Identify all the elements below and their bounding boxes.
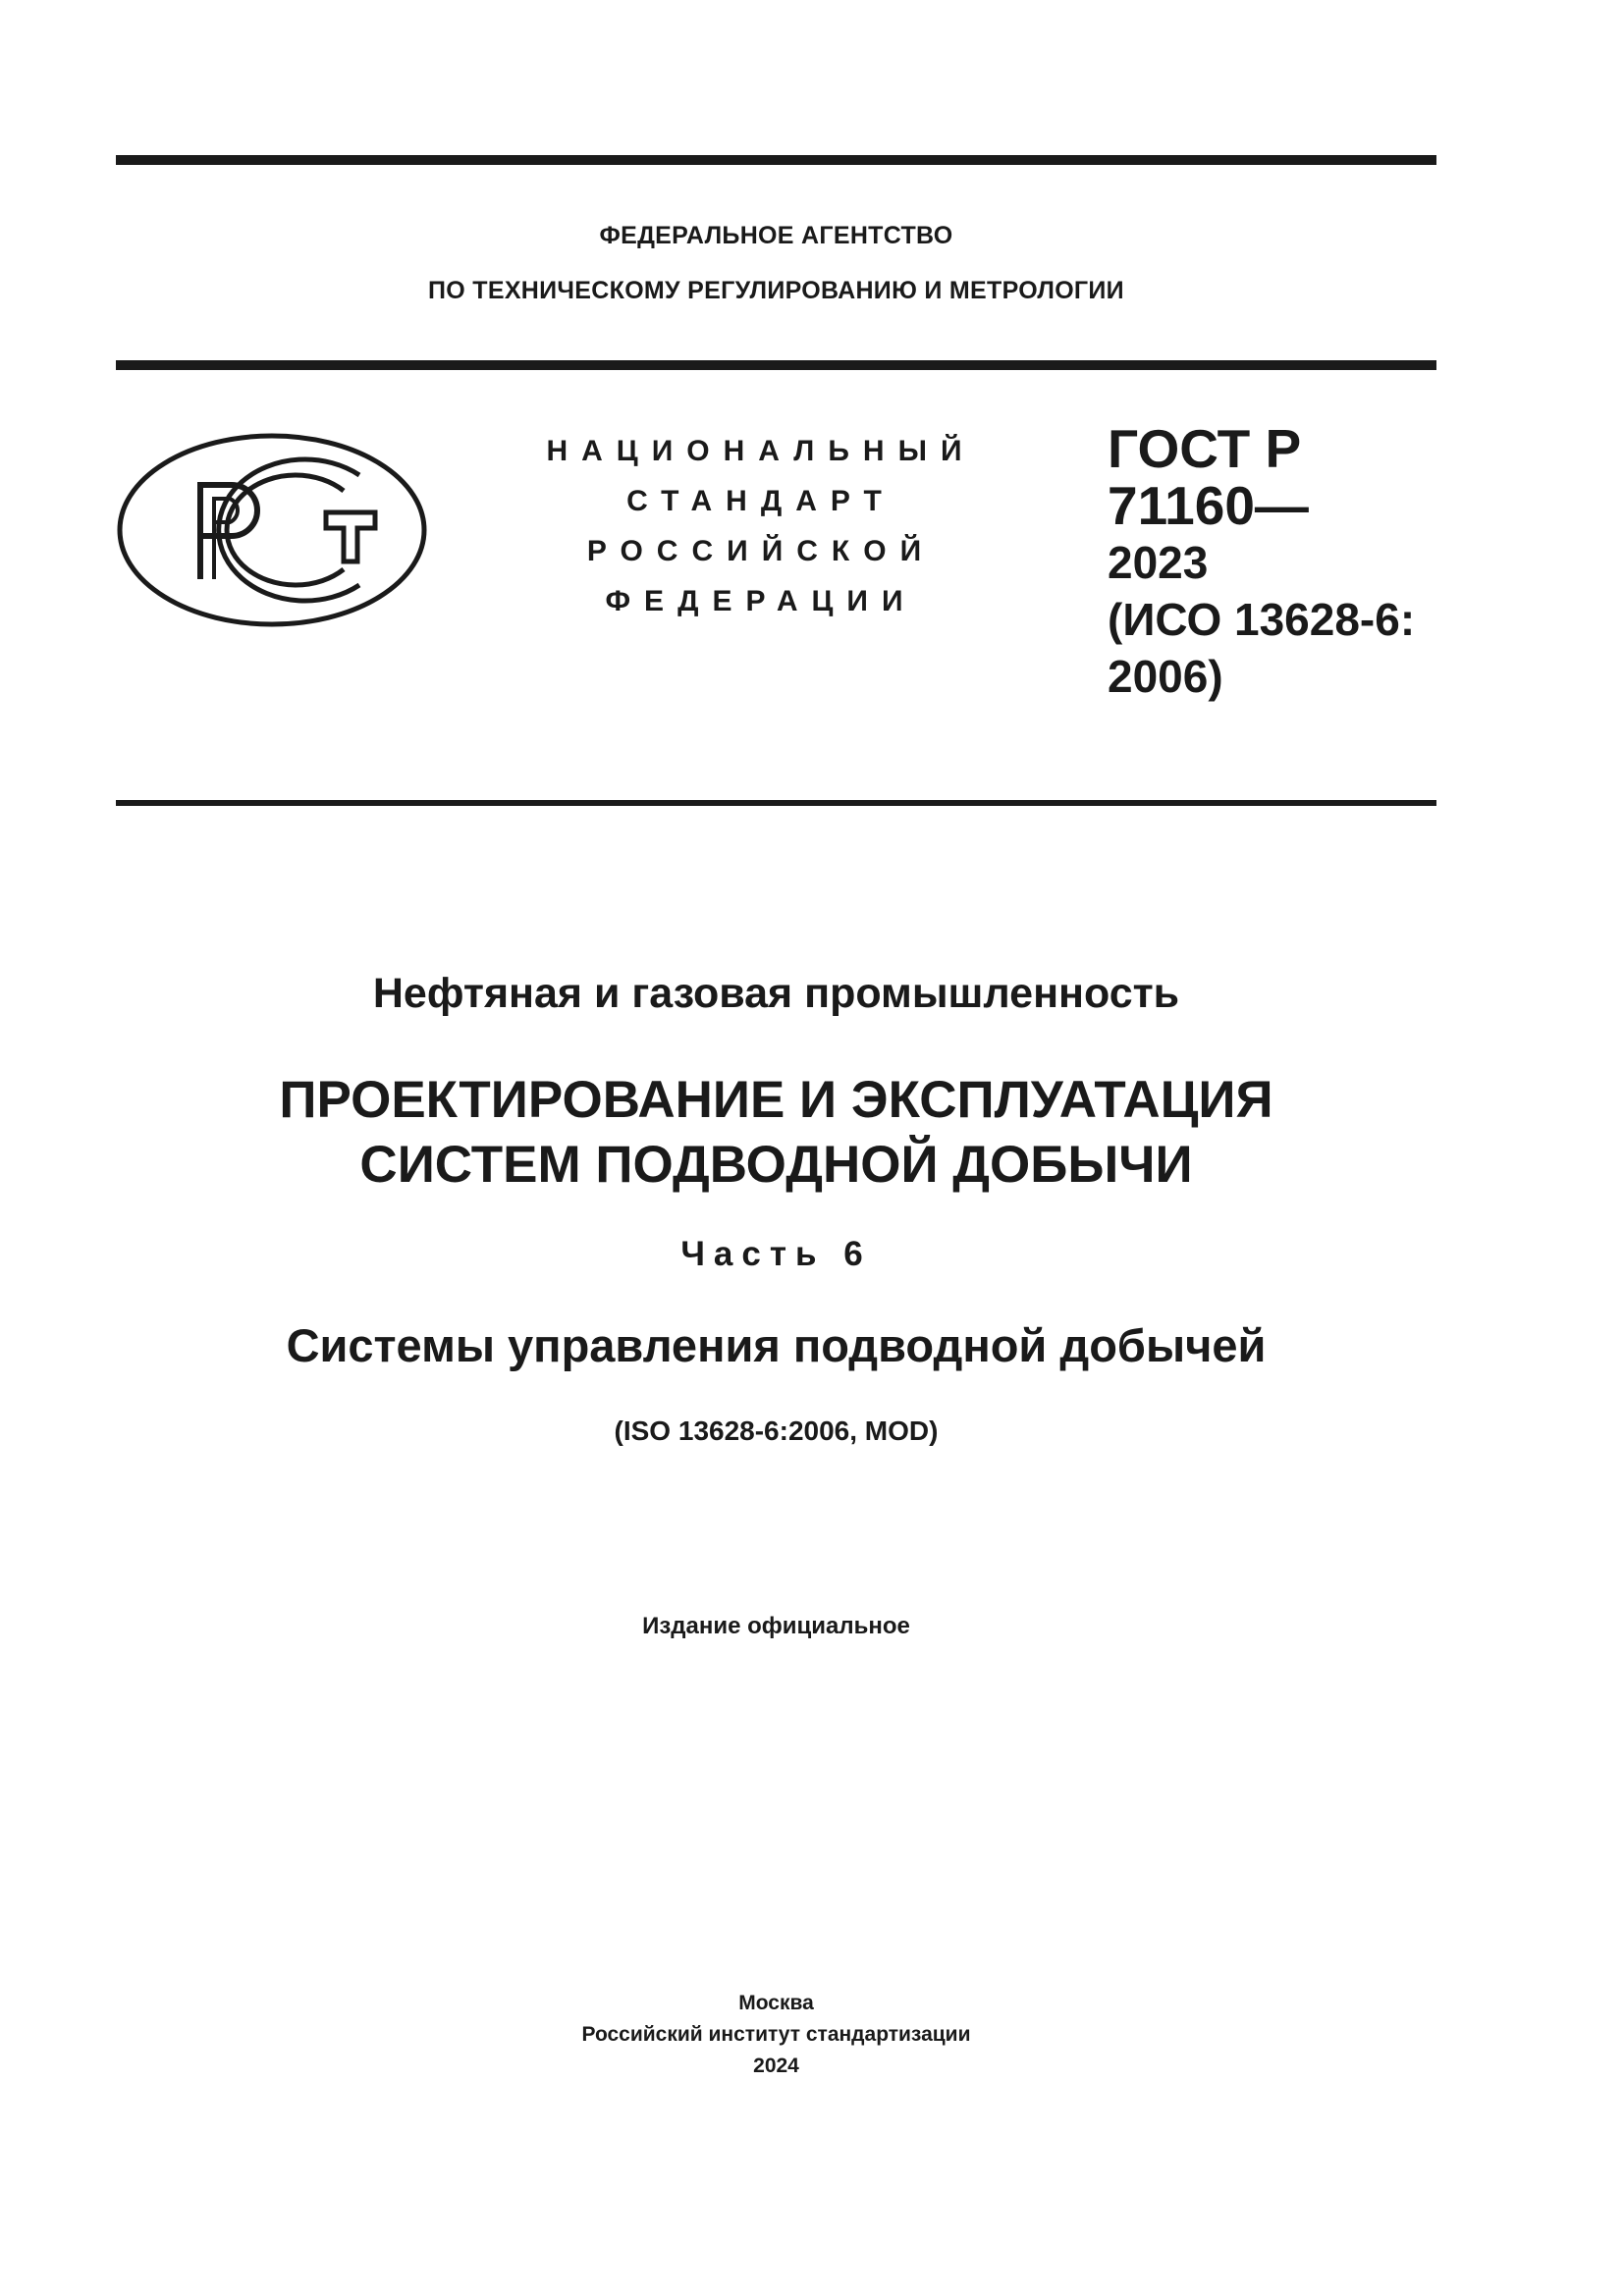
imprint-city: Москва [738, 1992, 814, 2014]
designation-line: 2023 [1108, 537, 1209, 588]
industry-heading: Нефтяная и газовая промышленность [372, 970, 1180, 1017]
main-title-line: ПРОЕКТИРОВАНИЕ И ЭКСПЛУАТАЦИЯ [279, 1071, 1273, 1129]
header-divider [116, 360, 1436, 370]
edition-label: Издание официальное [642, 1613, 910, 1639]
designation-line: ГОСТ Р [1108, 418, 1302, 479]
national-standard-line: РОССИЙСКОЙ [586, 535, 936, 567]
designation-line: 71160— [1108, 475, 1309, 536]
designation-line: 2006) [1108, 651, 1223, 702]
designation-line: (ИСО 13628-6: [1108, 594, 1416, 645]
national-standard-line: ФЕДЕРАЦИИ [605, 585, 917, 617]
main-title [116, 1068, 1436, 1198]
national-standard-line: НАЦИОНАЛЬНЫЙ [546, 435, 976, 467]
imprint [116, 1988, 1436, 2082]
imprint-year: 2024 [753, 2055, 799, 2077]
agency-name-line-1: ФЕДЕРАЛЬНОЕ АГЕНТСТВО [599, 222, 953, 249]
national-standard-line: СТАНДАРТ [626, 485, 895, 517]
part-subtitle: Системы управления подводной добычей [286, 1319, 1267, 1371]
part-number: Часть 6 [680, 1235, 872, 1273]
standard-designation [1108, 420, 1432, 705]
top-divider [116, 155, 1436, 165]
iso-reference: (ISO 13628-6:2006, MOD) [614, 1415, 939, 1446]
agency-name-line-2: ПО ТЕХНИЧЕСКОМУ РЕГУЛИРОВАНИЮ И МЕТРОЛОГИИ [428, 277, 1124, 304]
main-title-line: СИСТЕМ ПОДВОДНОЙ ДОБЫЧИ [359, 1136, 1193, 1194]
title-block-divider [116, 800, 1436, 806]
national-standard-label [530, 426, 992, 626]
imprint-publisher: Российский институт стандартизации [581, 2023, 971, 2046]
rst-mark-icon [116, 432, 428, 628]
